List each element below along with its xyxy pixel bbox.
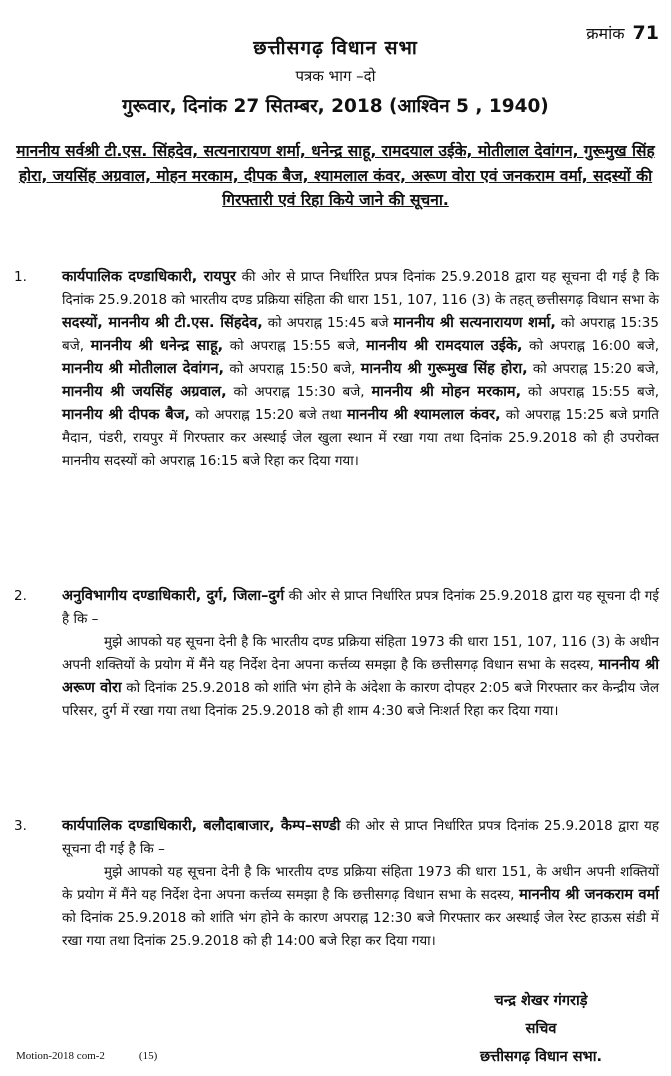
member-name: माननीय श्री मोतीलाल देवांगन, xyxy=(62,361,225,377)
member-name: माननीय श्री गुरूमुख सिंह होरा, xyxy=(360,361,528,377)
authority: कार्यपालिक दण्डाधिकारी, रायपुर xyxy=(62,269,236,285)
member-name: माननीय श्री जनकराम वर्मा xyxy=(519,887,660,903)
section-number: 2. xyxy=(14,588,27,604)
text: को दिनांक 25.9.2018 को शांति भंग होने के अंदेशा के कारण दोपहर 2:05 बजे गिरफ्तार कर केन्द्रीय जेल परिसर, दुर्ग में रखा गया तथा दिनांक 25.9.2018 को ही शाम 4:30 बजे निःशर्त रिहा कर दिया गया। xyxy=(62,680,660,719)
footer-page: (15) xyxy=(138,1050,158,1062)
section-body xyxy=(62,585,659,631)
text: को अपराह्न 15:55 बजे, xyxy=(223,338,367,354)
section-3 xyxy=(14,815,659,953)
signatory-name: चन्द्र शेखर गंगराड़े xyxy=(494,993,588,1009)
member-name: माननीय श्री श्यामलाल कंवर, xyxy=(346,407,501,423)
section-number: 1. xyxy=(14,269,27,285)
date-line: गुरूवार, दिनांक 27 सितम्बर, 2018 (आश्विन 5 , 1940) xyxy=(122,96,549,117)
member-name: माननीय श्री सत्यनारायण शर्मा, xyxy=(393,315,556,331)
section-body xyxy=(62,815,659,861)
section-quote xyxy=(62,631,659,723)
text: की ओर से प्राप्त निर्धारित प्रपत्र दिनांक 25.9.2018 द्वारा यह सूचना दी गई है कि – xyxy=(62,818,659,857)
text: को अपराह्न 15:50 बजे, xyxy=(224,361,361,377)
text: को दिनांक 25.9.2018 को शांति भंग होने के कारण अपराह्न 12:30 बजे गिरफ्तार कर अस्थाई जेल रेस्ट हाऊस संडी में रखा गया तथा दिनांक 25.9.2018 को ही 14:00 बजे रिहा कर दिया गया। xyxy=(62,910,659,949)
text: को अपराह्न 15:20 बजे, xyxy=(527,361,660,377)
section-quote xyxy=(62,861,659,953)
member-name: माननीय श्री धनेन्द्र साहू, xyxy=(90,338,224,354)
text: को अपराह्न 15:45 बजे xyxy=(262,315,394,331)
authority: कार्यपालिक दण्डाधिकारी, बलौदाबाजार, कैम्प–सण्डी xyxy=(62,818,341,834)
footer xyxy=(16,1050,191,1062)
member-name: सदस्यों, माननीय श्री टी.एस. सिंहदेव, xyxy=(62,315,263,331)
member-name: माननीय श्री अरूण वोरा xyxy=(62,657,659,696)
authority: अनुविभागीय दण्डाधिकारी, दुर्ग, जिला–दुर्ग xyxy=(62,588,285,604)
text: की ओर से प्राप्त निर्धारित प्रपत्र दिनांक 25.9.2018 द्वारा यह सूचना दी गई है कि – xyxy=(62,588,659,627)
text: को अपराह्न 15:35 बजे, xyxy=(62,315,659,354)
section-number: 3. xyxy=(14,818,27,834)
text: को अपराह्न 15:20 बजे तथा xyxy=(189,407,347,423)
text: को अपराह्न 16:00 बजे, xyxy=(522,338,659,354)
member-name: माननीय श्री जयसिंह अग्रवाल, xyxy=(62,384,227,400)
text: को अपराह्न 15:25 बजे प्रगति मैदान, पंडरी, रायपुर में गिरफ्तार कर अस्थाई जेल खुला स्थान में रखा गया तथा दिनांक 25.9.2018 को ही उपरोक्त माननीय सदस्यों को अपराह्न 16:15 बजे रिहा कर दिया गया। xyxy=(62,407,659,469)
member-name: माननीय श्री दीपक बैज, xyxy=(62,407,190,423)
member-name: माननीय श्री मोहन मरकाम, xyxy=(371,384,522,400)
section-2 xyxy=(14,585,659,723)
assembly-title: छत्तीसगढ़ विधान सभा xyxy=(253,37,418,59)
serial-value: 71 xyxy=(632,22,659,44)
signatory-title: सचिव xyxy=(525,1021,557,1037)
member-name: माननीय श्री रामदयाल उईके, xyxy=(366,338,523,354)
bulletin-part: पत्रक भाग –दो xyxy=(295,67,376,85)
text: को अपराह्न 15:55 बजे, xyxy=(521,384,660,400)
subject-heading: माननीय सर्वश्री टी.एस. सिंहदेव, सत्यनारायण शर्मा, धनेन्द्र साहू, रामदयाल उईके, मोतीलाल देवांगन, गुरूमुख सिंह होरा, जयसिंह अग्रवाल, मोहन मरकाम, दीपक बैज, श्यामलाल कंवर, अरूण वोरा एवं जनकराम वर्मा, सदस्यों की गिरफ्तारी एवं रिहा किये जाने की सूचना. xyxy=(16,142,655,209)
section-1 xyxy=(14,266,659,473)
signatory-org: छत्तीसगढ़ विधान सभा. xyxy=(480,1049,602,1065)
text: को अपराह्न 15:30 बजे, xyxy=(226,384,372,400)
text: की ओर से प्राप्त निर्धारित प्रपत्र दिनांक 25.9.2018 द्वारा यह सूचना दी गई है कि दिनांक 25.9.2018 को भारतीय दण्ड प्रक्रिया संहिता की धारा 151, 107, 116 (3) के तहत् छत्तीसगढ़ विधान सभा के xyxy=(62,269,659,308)
section-body xyxy=(62,266,659,473)
text: मुझे आपको यह सूचना देनी है कि भारतीय दण्ड प्रक्रिया संहिता 1973 की धारा 151, 107, 116 (3) के अधीन अपनी शक्तियों के प्रयोग में मैंने यह निर्देश देना अपना कर्त्तव्य समझा है कि छत्तीसगढ़ विधान सभा के सदस्य, xyxy=(62,634,659,673)
footer-ref: Motion-2018 com-2 xyxy=(16,1050,105,1062)
text: मुझे आपको यह सूचना देनी है कि भारतीय दण्ड प्रक्रिया संहिता 1973 की धारा 151, के अधीन अपनी शक्तियों के प्रयोग में मैंने यह निर्देश देना अपना कर्त्तव्य समझा है कि छत्तीसगढ़ विधान सभा के सदस्य, xyxy=(62,864,659,903)
serial-label: क्रमांक xyxy=(586,24,625,43)
